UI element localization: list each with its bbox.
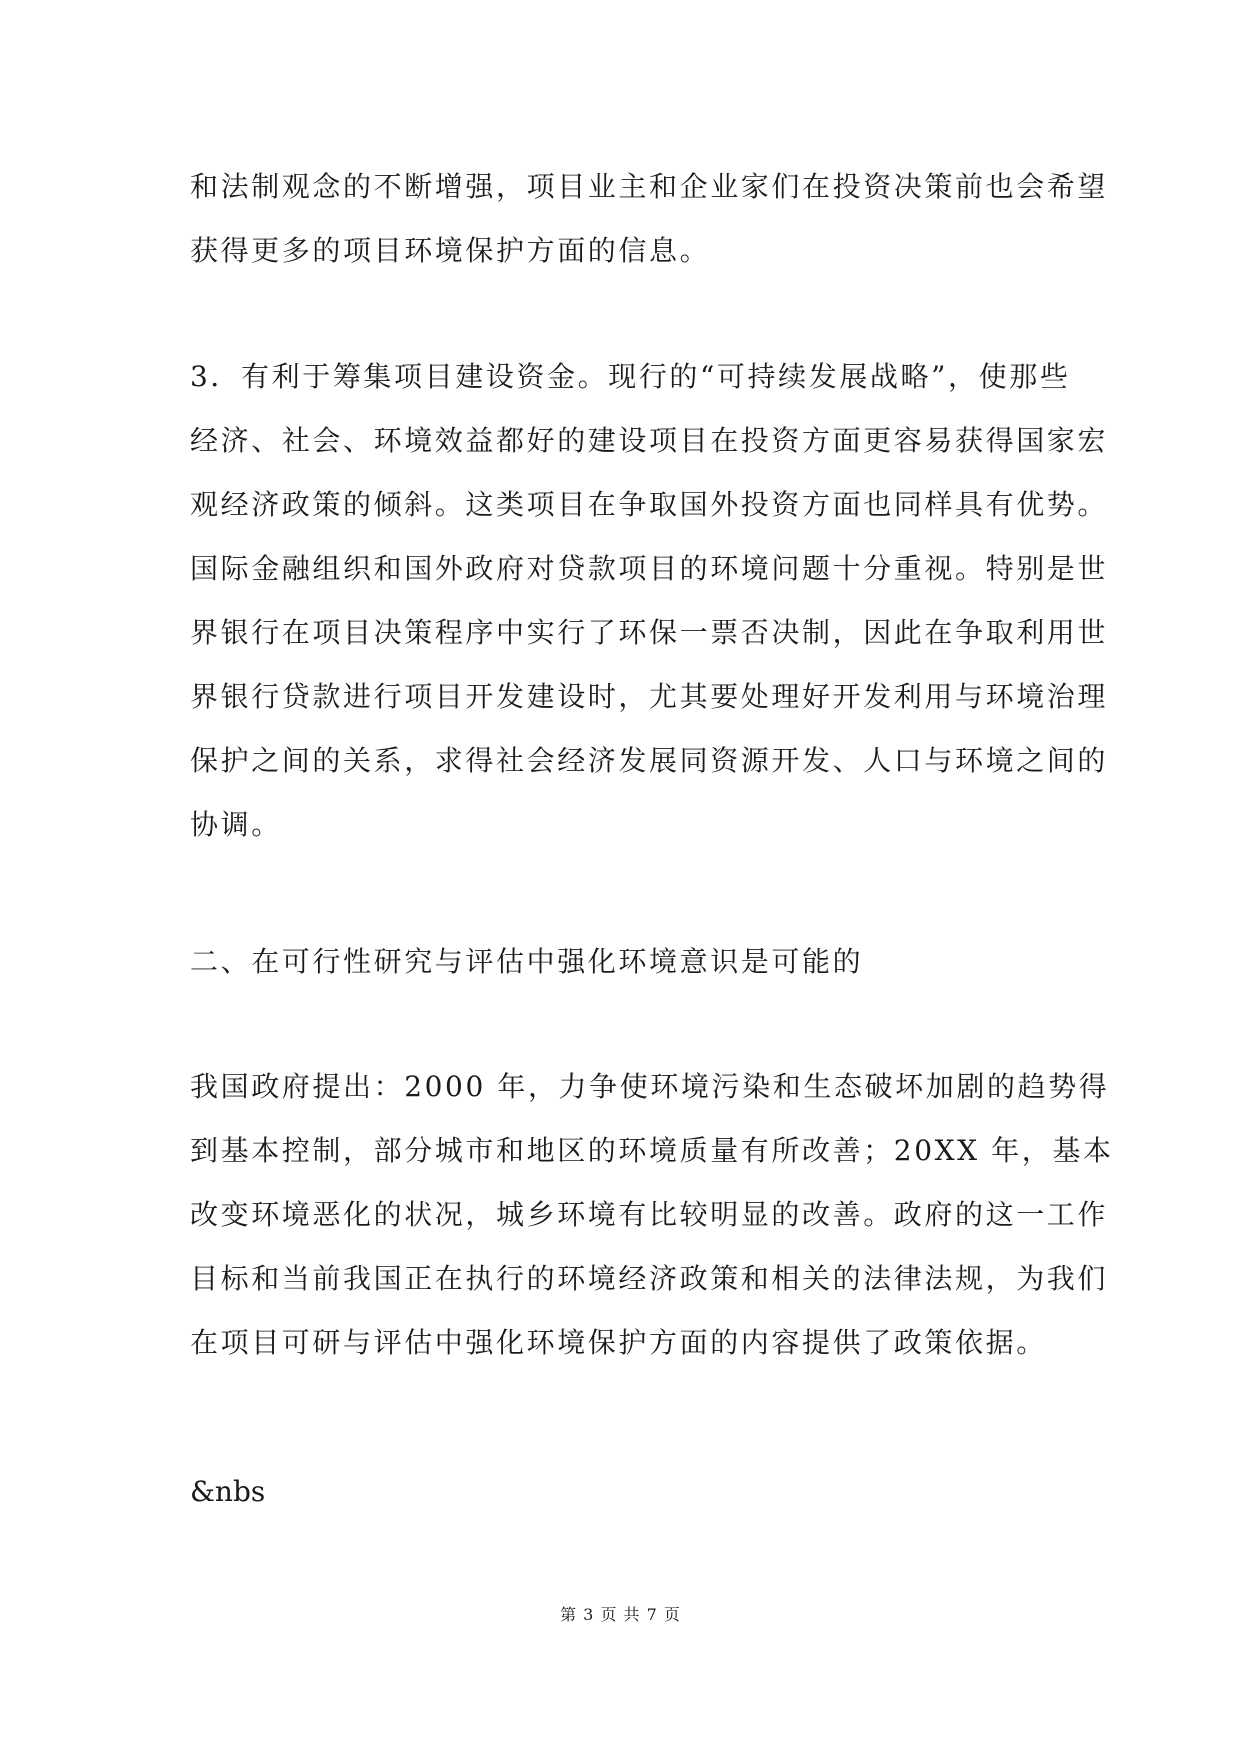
page-number-label: 第 3 页 共 7 页 xyxy=(560,1605,681,1624)
text-line: 界银行贷款进行项目开发建设时，尤其要处理好开发利用与环境治理 xyxy=(190,680,1109,713)
text-line: 观经济政策的倾斜。这类项目在争取国外投资方面也同样具有优势。 xyxy=(190,488,1109,521)
text-line: 保护之间的关系，求得社会经济发展同资源开发、人口与环境之间的 xyxy=(190,744,1109,777)
text-line: 国际金融组织和国外政府对贷款项目的环境问题十分重视。特别是世 xyxy=(190,552,1109,585)
text-line: 到基本控制，部分城市和地区的环境质量有所改善；20XX 年，基本 xyxy=(190,1134,1114,1167)
paragraph-funding xyxy=(190,345,1109,857)
text-line: 协调。 xyxy=(190,808,282,841)
text-line: &nbs xyxy=(190,1475,266,1508)
text-line: 3．有利于筹集项目建设资金。现行的“可持续发展战略”，使那些 xyxy=(190,360,1071,393)
text-line: 目标和当前我国正在执行的环境经济政策和相关的法律法规，为我们 xyxy=(190,1262,1109,1295)
page-footer xyxy=(0,1602,1241,1625)
text-line: 在项目可研与评估中强化环境保护方面的内容提供了政策依据。 xyxy=(190,1326,1047,1359)
text-line: 和法制观念的不断增强，项目业主和企业家们在投资决策前也会希望 xyxy=(190,170,1109,203)
section-heading xyxy=(190,930,1060,994)
text-line: 我国政府提出：2000 年，力争使环境污染和生态破坏加剧的趋势得 xyxy=(190,1070,1110,1103)
trailing-text xyxy=(190,1460,1060,1524)
text-line: 改变环境恶化的状况，城乡环境有比较明显的改善。政府的这一工作 xyxy=(190,1198,1109,1231)
heading-text: 二、在可行性研究与评估中强化环境意识是可能的 xyxy=(190,945,864,978)
text-line: 获得更多的项目环境保护方面的信息。 xyxy=(190,234,711,267)
paragraph-policy xyxy=(190,1055,1114,1375)
text-line: 经济、社会、环境效益都好的建设项目在投资方面更容易获得国家宏 xyxy=(190,424,1109,457)
paragraph-continuation xyxy=(190,155,1109,283)
text-line: 界银行在项目决策程序中实行了环保一票否决制，因此在争取利用世 xyxy=(190,616,1109,649)
